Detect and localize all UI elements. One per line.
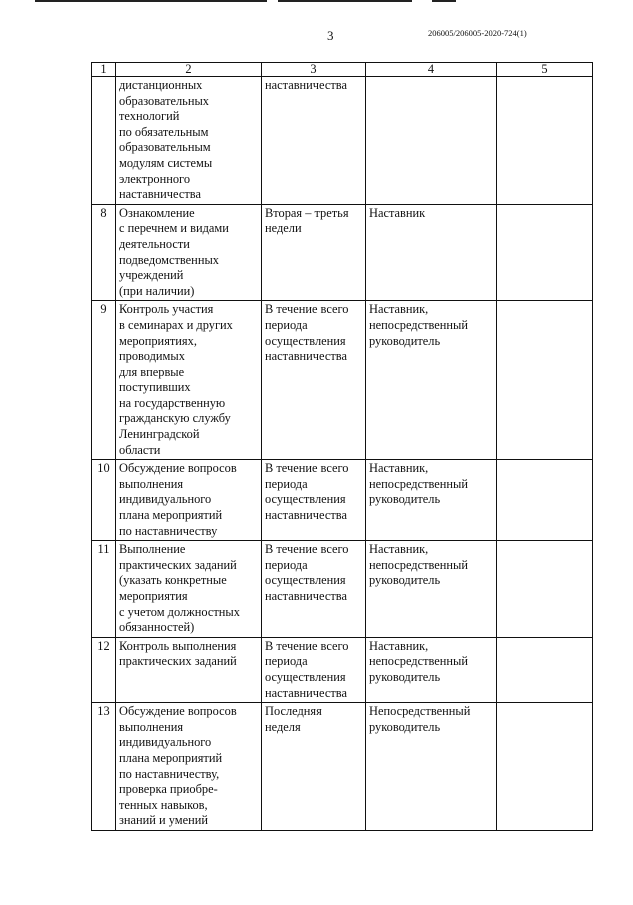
row-number: 13 <box>92 703 116 831</box>
row-number: 8 <box>92 204 116 301</box>
period-cell: В течение всего периода осуществления наставничества <box>262 301 366 460</box>
activity-cell: Контроль выполнения практических заданий <box>116 637 262 702</box>
activity-cell: дистанционных образовательных технологий по обязательным образовательным модулям системы электронного наставничества <box>116 77 262 205</box>
mentoring-plan-table <box>91 62 593 831</box>
note-cell <box>497 637 593 702</box>
table-row <box>92 77 593 205</box>
responsible-cell: Наставник, непосредственный руководитель <box>366 541 497 638</box>
period-cell: В течение всего периода осуществления наставничества <box>262 637 366 702</box>
row-number: 12 <box>92 637 116 702</box>
table-row <box>92 703 593 831</box>
note-cell <box>497 460 593 541</box>
activity-cell: Обсуждение вопросов выполнения индивидуального плана мероприятий по наставничеству, проверка приобре- тенных навыков, знаний и умений <box>116 703 262 831</box>
note-cell <box>497 541 593 638</box>
activity-cell: Обсуждение вопросов выполнения индивидуального плана мероприятий по наставничеству <box>116 460 262 541</box>
responsible-cell: Наставник, непосредственный руководитель <box>366 460 497 541</box>
row-number: 11 <box>92 541 116 638</box>
top-rule-right <box>432 0 456 2</box>
table-row <box>92 204 593 301</box>
note-cell <box>497 703 593 831</box>
note-cell <box>497 204 593 301</box>
header-row <box>92 63 593 77</box>
period-cell: Вторая – третья недели <box>262 204 366 301</box>
activity-cell: Ознакомление с перечнем и видами деятельности подведомственных учреждений (при наличии) <box>116 204 262 301</box>
table-row <box>92 301 593 460</box>
responsible-cell: Наставник <box>366 204 497 301</box>
period-cell: В течение всего периода осуществления наставничества <box>262 541 366 638</box>
row-number: 10 <box>92 460 116 541</box>
note-cell <box>497 77 593 205</box>
top-rule-left <box>35 0 267 2</box>
page-number: 3 <box>327 28 334 43</box>
column-header: 1 <box>92 63 116 77</box>
period-cell: В течение всего периода осуществления наставничества <box>262 460 366 541</box>
responsible-cell <box>366 77 497 205</box>
period-cell: наставничества <box>262 77 366 205</box>
table-row <box>92 637 593 702</box>
column-header: 2 <box>116 63 262 77</box>
document-code: 206005/206005-2020-724(1) <box>428 28 527 38</box>
responsible-cell: Наставник, непосредственный руководитель <box>366 301 497 460</box>
row-number: 9 <box>92 301 116 460</box>
period-cell: Последняя неделя <box>262 703 366 831</box>
top-rule-middle <box>278 0 412 2</box>
column-header: 5 <box>497 63 593 77</box>
responsible-cell: Наставник, непосредственный руководитель <box>366 637 497 702</box>
row-number <box>92 77 116 205</box>
table-row <box>92 541 593 638</box>
responsible-cell: Непосредственный руководитель <box>366 703 497 831</box>
table-row <box>92 460 593 541</box>
activity-cell: Выполнение практических заданий (указать конкретные мероприятия с учетом должностных обязанностей) <box>116 541 262 638</box>
note-cell <box>497 301 593 460</box>
column-header: 3 <box>262 63 366 77</box>
column-header: 4 <box>366 63 497 77</box>
activity-cell: Контроль участия в семинарах и других мероприятиях, проводимых для впервые поступивших на государственную гражданскую службу Ленинградской области <box>116 301 262 460</box>
